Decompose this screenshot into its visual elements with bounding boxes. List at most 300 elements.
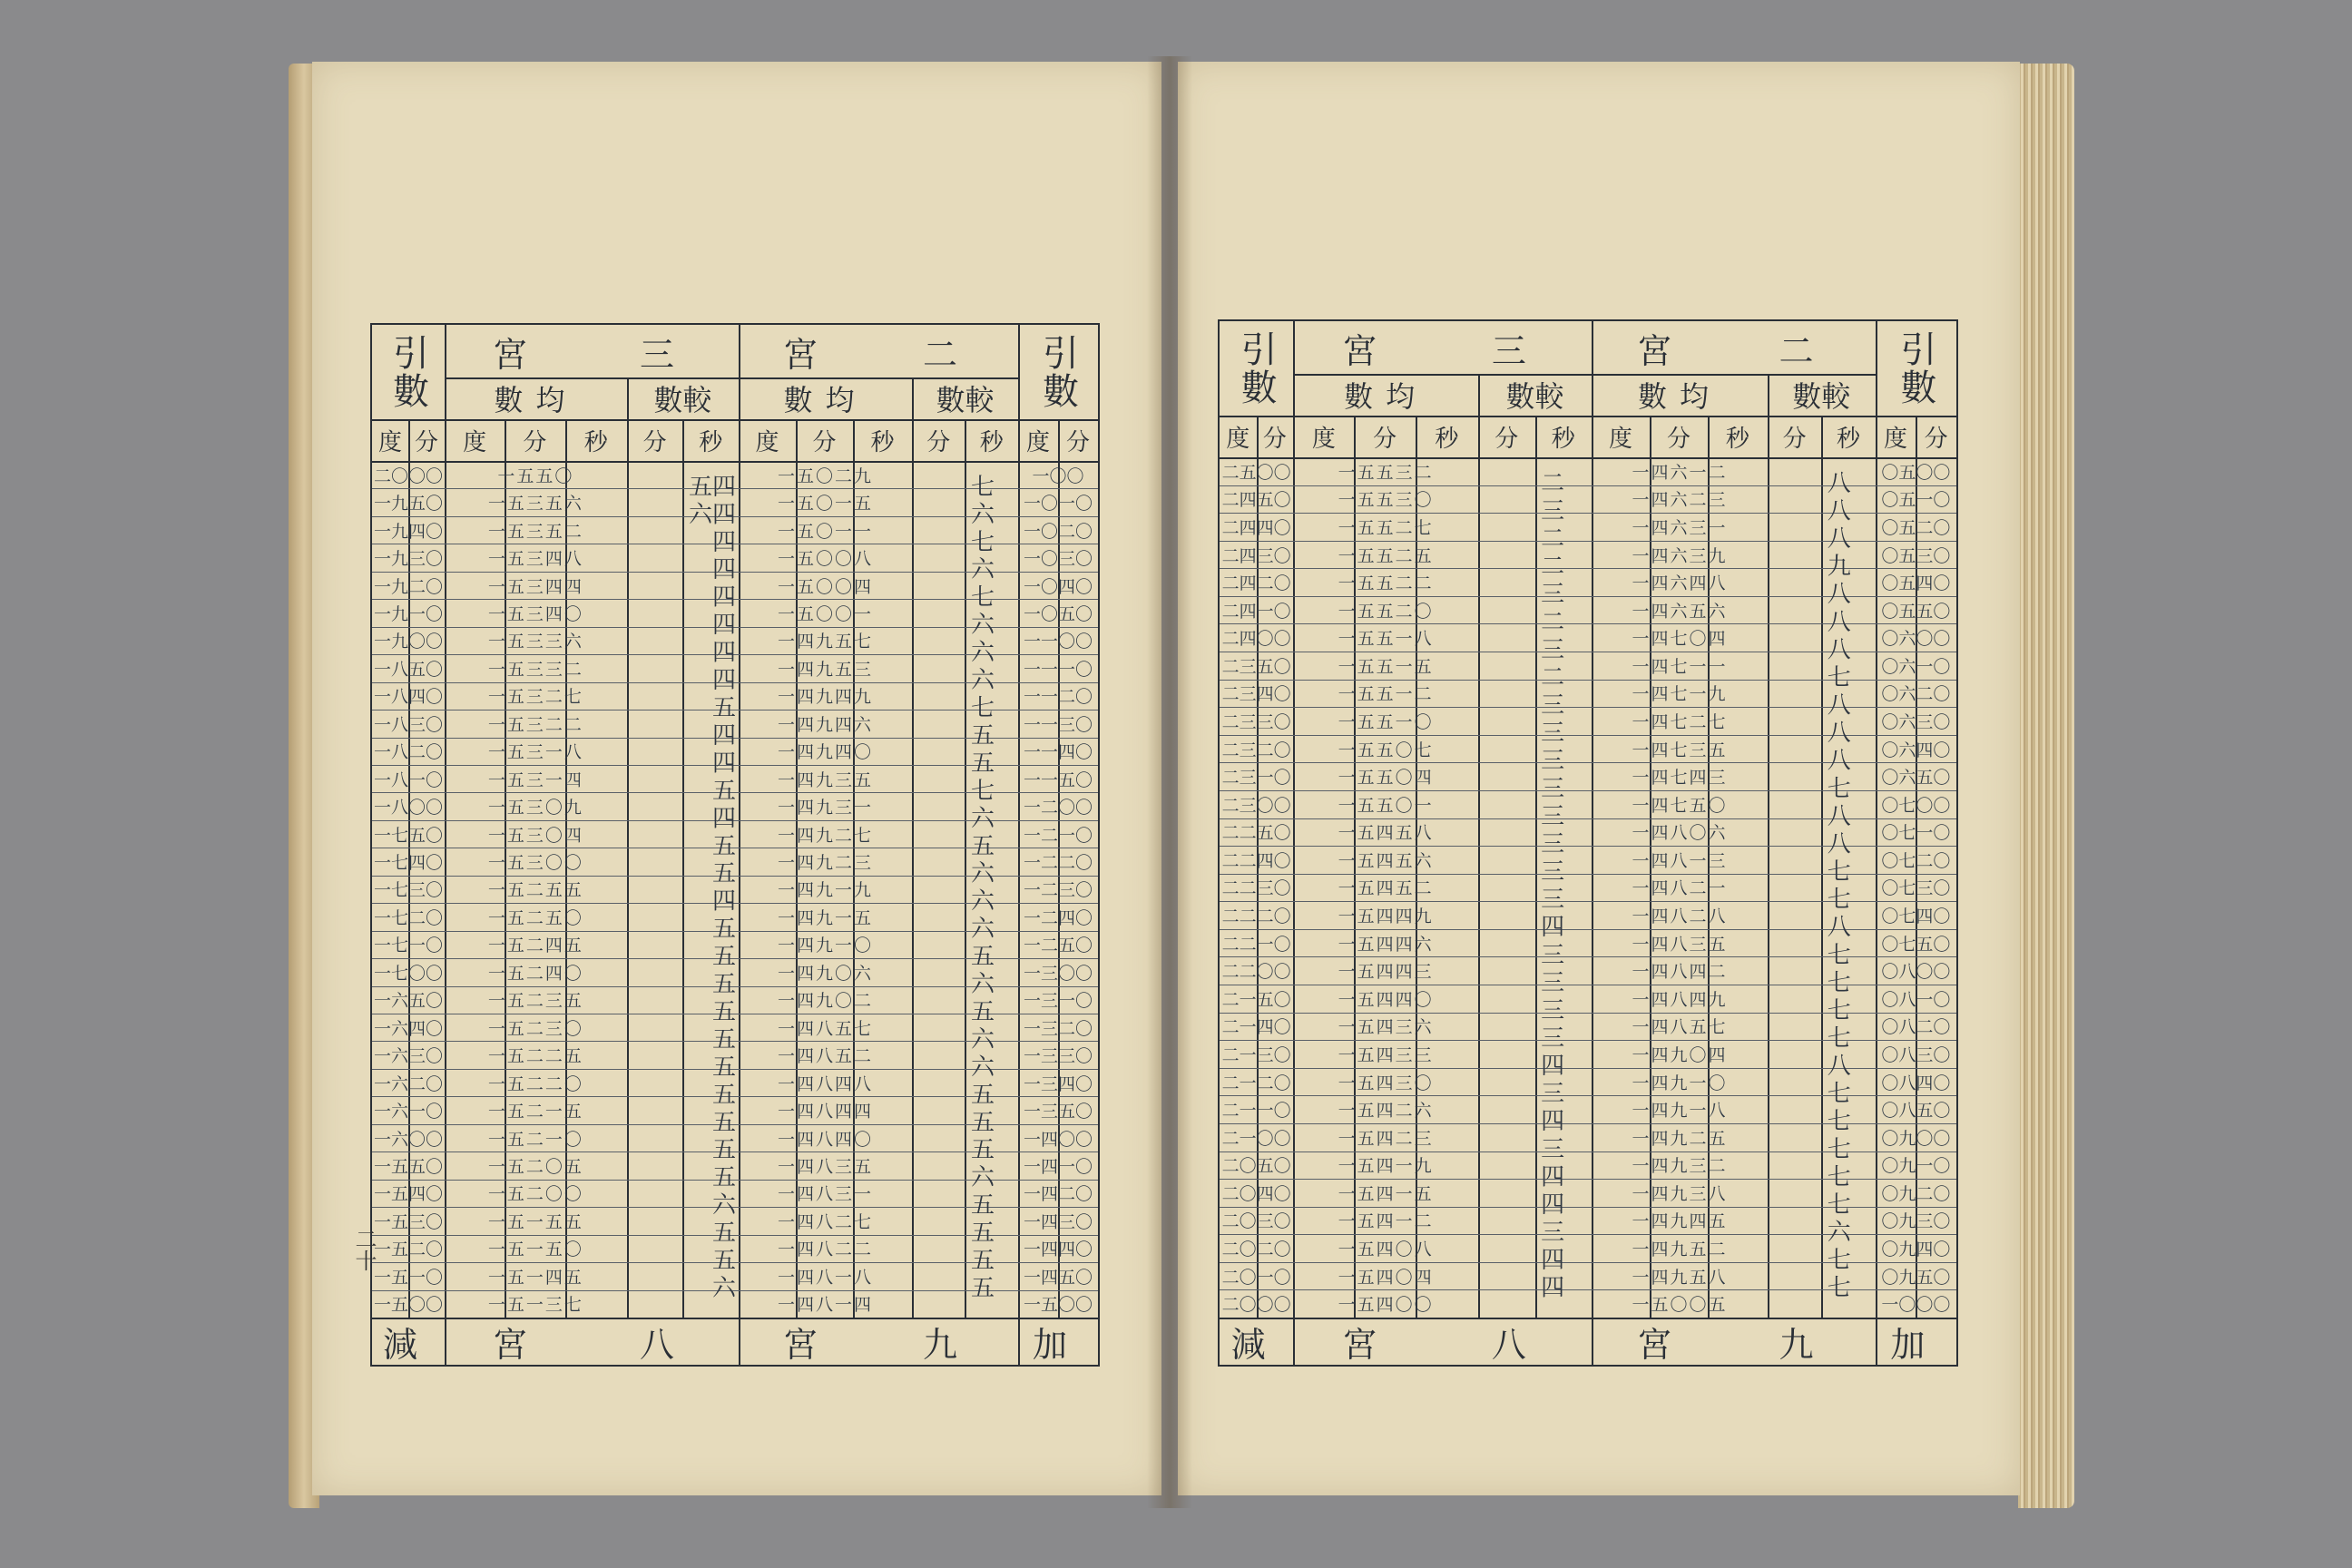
table-cell-argument: 〇五一〇: [1881, 490, 1951, 511]
table-cell-argument: 〇五三〇: [1881, 545, 1951, 566]
table-cell-argument: 二五〇〇: [1221, 462, 1291, 483]
add-label: 加: [1032, 1324, 1083, 1365]
argument-label: 引數: [1235, 330, 1278, 407]
table-cell-argument: 〇九五〇: [1881, 1267, 1951, 1288]
table-cell-argument: 一八三〇: [373, 714, 443, 735]
sign8-label: 八: [639, 1324, 691, 1365]
unit-label: 分: [523, 428, 547, 456]
table-cell-equation: 一五二二五: [487, 1046, 583, 1067]
table-cell-argument: 一六二〇: [373, 1073, 443, 1094]
table-cell-equation: 一五三一八: [487, 742, 583, 763]
argument-label-right: 引數: [1036, 334, 1079, 410]
table-cell-equation: 一四九三八: [1632, 1183, 1728, 1204]
table-cell-equation: 一五四五六: [1338, 850, 1434, 871]
table-cell-argument: 二一四〇: [1221, 1017, 1291, 1038]
difference-column: 八八八九八八八七八八八七八八七七八七七七七八七七七七七六七七: [1823, 470, 1851, 1303]
gong2-label: 宮: [1637, 330, 1689, 371]
table-cell-argument: 一五三〇: [373, 1211, 443, 1232]
table-cell-equation: 一五三二七: [487, 687, 583, 708]
table-cell-equation: 一四九三一: [777, 798, 873, 818]
table-cell-argument: 〇六二〇: [1881, 684, 1951, 705]
table-cell-equation: 一五四一五: [1338, 1183, 1434, 1204]
table-cell-argument: 二〇四〇: [1221, 1183, 1291, 1204]
table-cell-argument: 一一五〇: [1023, 769, 1093, 790]
table-cell-equation: 一五二四五: [487, 936, 583, 956]
table-cell-equation: 一四九一〇: [777, 936, 873, 956]
table-cell-equation: 一五二〇〇: [487, 1184, 583, 1205]
table-cell-argument: 二三〇〇: [1221, 795, 1291, 816]
unit-label: 分: [1666, 425, 1690, 453]
table-cell-equation: 一五三〇〇: [487, 853, 583, 874]
table-cell-equation: 一五三二二: [487, 714, 583, 735]
table-cell-argument: 二四五〇: [1221, 490, 1291, 511]
table-cell-equation: 一五四一九: [1338, 1156, 1434, 1177]
table-cell-equation: 一五五二七: [1338, 517, 1434, 538]
unit-label: 秒: [870, 428, 895, 456]
table-cell-argument: 二四〇〇: [1221, 629, 1291, 650]
unit-label: 秒: [979, 428, 1004, 456]
table-cell-equation: 一五三三六: [487, 632, 583, 652]
table-cell-equation: 一四八一四: [777, 1295, 873, 1316]
table-cell-argument: 〇六一〇: [1881, 656, 1951, 677]
table-cell-equation: 一五五一五: [1338, 656, 1434, 677]
open-book: [289, 56, 2074, 1508]
table-cell-equation: 一四七五〇: [1632, 795, 1728, 816]
gong3-label: 宮: [492, 334, 544, 375]
table-cell-argument: 一一二〇: [1023, 687, 1093, 708]
table-cell-argument: 二〇一〇: [1221, 1267, 1291, 1288]
unit-label: 秒: [1725, 425, 1749, 453]
table-cell-argument: 一七四〇: [373, 853, 443, 874]
table-cell-argument: 一五四〇: [373, 1184, 443, 1205]
table-cell-equation: 一四六四八: [1632, 573, 1728, 594]
table-cell-equation: 一四六三一: [1632, 517, 1728, 538]
unit-label: 秒: [1435, 425, 1459, 453]
table-cell-argument: 〇七四〇: [1881, 906, 1951, 927]
table-cell-equation: 一五二五五: [487, 880, 583, 901]
table-cell-equation: 一四九五八: [1632, 1267, 1728, 1288]
table-cell-argument: 〇七一〇: [1881, 823, 1951, 844]
table-cell-argument: 一〇〇〇: [1881, 1295, 1951, 1316]
table-cell-argument: 一四三〇: [1023, 1211, 1093, 1232]
table-cell-equation: 一五四五二: [1338, 878, 1434, 899]
table-cell-equation: 一四九一九: [777, 880, 873, 901]
table-cell-argument: 二四二〇: [1221, 573, 1291, 594]
add-label: 加: [1890, 1324, 1942, 1365]
subtract-label: 減: [382, 1324, 434, 1365]
table-cell-argument: 一九三〇: [373, 549, 443, 570]
table-cell-equation: 一四九〇六: [777, 963, 873, 984]
table-cell-argument: 一六三〇: [373, 1046, 443, 1067]
table-cell-equation: 一五二三五: [487, 991, 583, 1012]
table-cell-equation: 一四九一五: [777, 907, 873, 928]
difference-label: 數較: [1505, 379, 1564, 414]
unit-label: 秒: [1551, 425, 1575, 453]
table-cell-argument: 一九二〇: [373, 576, 443, 597]
table-cell-argument: 〇七三〇: [1881, 878, 1951, 899]
argument-label: 引數: [387, 334, 429, 410]
table-cell-equation: 一四八二七: [777, 1211, 873, 1232]
table-cell-equation: 一五四二三: [1338, 1128, 1434, 1149]
table-cell-equation: 一五三四四: [487, 576, 583, 597]
table-cell-equation: 一五一五〇: [487, 1240, 583, 1260]
unit-label: 分: [414, 428, 438, 456]
table-cell-argument: 一一四〇: [1023, 742, 1093, 763]
table-cell-argument: 二一五〇: [1221, 989, 1291, 1010]
sign3-label: 三: [639, 334, 691, 375]
table-cell-argument: 一七〇〇: [373, 963, 443, 984]
table-cell-equation: 一五五二〇: [1338, 601, 1434, 622]
sign8-label: 八: [1491, 1324, 1543, 1365]
gong8-label: 宮: [492, 1324, 544, 1365]
table-cell-argument: 一八一〇: [373, 769, 443, 790]
table-cell-argument: 一七三〇: [373, 880, 443, 901]
unit-label: 度: [377, 428, 402, 456]
table-cell-argument: 二〇三〇: [1221, 1211, 1291, 1232]
unit-label: 分: [642, 428, 667, 456]
left-table: [370, 323, 1100, 1367]
table-cell-equation: 一五四〇〇: [1338, 1295, 1434, 1316]
difference-column: 四四四四四四四四五四四五四五五四五五五五五五五五五五六五五六五六: [684, 474, 736, 1303]
table-cell-argument: 一三〇〇: [1023, 963, 1093, 984]
unit-label: 分: [1065, 428, 1090, 456]
table-cell-equation: 一四八二一: [1632, 878, 1728, 899]
table-cell-argument: 一四〇〇: [1023, 1129, 1093, 1150]
table-cell-equation: 一五五三〇: [1338, 490, 1434, 511]
table-cell-equation: 一五五〇一: [1338, 795, 1434, 816]
table-cell-equation: 一四七三五: [1632, 740, 1728, 760]
table-cell-equation: 一四九二五: [1632, 1128, 1728, 1149]
table-cell-argument: 二四一〇: [1221, 601, 1291, 622]
table-cell-equation: 一四九二七: [777, 825, 873, 846]
table-cell-argument: 一〇三〇: [1023, 549, 1093, 570]
table-cell-argument: 一九一〇: [373, 603, 443, 624]
table-cell-argument: 一五一〇: [373, 1267, 443, 1288]
table-cell-equation: 一五〇〇一: [777, 603, 873, 624]
table-cell-equation: 一四八四〇: [777, 1129, 873, 1150]
table-cell-equation: 一四八五七: [777, 1018, 873, 1039]
table-cell-equation: 一五四〇八: [1338, 1240, 1434, 1260]
table-cell-equation: 一四八二二: [777, 1240, 873, 1260]
table-cell-equation: 一四七一九: [1632, 684, 1728, 705]
difference-column: 七六七六七六六六七五五七六五六六六五六五六六五五五六五五五五: [966, 474, 995, 1303]
gong3-label: 宮: [1342, 330, 1394, 371]
equation-label: 數均: [1344, 379, 1428, 414]
table-cell-argument: 二〇〇〇: [373, 466, 443, 486]
table-cell-equation: 一五三五二: [487, 521, 583, 542]
table-cell-equation: 一四九二三: [777, 853, 873, 874]
unit-label: 分: [1494, 425, 1519, 453]
table-cell-equation: 一五二〇五: [487, 1157, 583, 1177]
table-cell-argument: 一七一〇: [373, 936, 443, 956]
table-cell-argument: 一三三〇: [1023, 1046, 1093, 1067]
table-cell-argument: 一四一〇: [1023, 1157, 1093, 1177]
gong9-label: 宮: [1637, 1324, 1689, 1365]
table-cell-equation: 一四八五七: [1632, 1017, 1728, 1038]
table-cell-argument: 〇八一〇: [1881, 989, 1951, 1010]
table-cell-equation: 一五四三〇: [1338, 1073, 1434, 1093]
table-cell-equation: 一五三三二: [487, 659, 583, 680]
table-cell-equation: 一五五〇四: [1338, 768, 1434, 789]
table-cell-equation: 一四九三二: [1632, 1156, 1728, 1177]
equation-label: 數均: [494, 383, 578, 417]
unit-label: 度: [1226, 425, 1250, 453]
table-cell-equation: 一五五二二: [1338, 573, 1434, 594]
table-cell-equation: 一五〇一一: [777, 521, 873, 542]
table-cell-equation: 一四八二八: [1632, 906, 1728, 927]
unit-label: 度: [1883, 425, 1907, 453]
table-cell-equation: 一四九三五: [777, 769, 873, 790]
table-cell-equation: 一四八四八: [777, 1073, 873, 1094]
table-cell-argument: 一五〇〇: [1023, 1295, 1093, 1316]
table-cell-equation: 一五五〇七: [1338, 740, 1434, 760]
table-cell-equation: 一四八一三: [1632, 850, 1728, 871]
table-cell-equation: 一五二一〇: [487, 1129, 583, 1150]
table-cell-argument: 一八二〇: [373, 742, 443, 763]
table-cell-argument: 一五二〇: [373, 1240, 443, 1260]
table-cell-argument: 一三四〇: [1023, 1073, 1093, 1094]
table-cell-equation: 一五四四六: [1338, 934, 1434, 955]
table-cell-equation: 一五二三〇: [487, 1018, 583, 1039]
table-cell-equation: 一五四三六: [1338, 1017, 1434, 1038]
table-cell-equation: 一五二一五: [487, 1102, 583, 1122]
table-cell-argument: 一九四〇: [373, 521, 443, 542]
table-cell-argument: 二三二〇: [1221, 740, 1291, 760]
table-cell-argument: 一六〇〇: [373, 1129, 443, 1150]
table-cell-argument: 〇五四〇: [1881, 573, 1951, 594]
table-cell-argument: 一七二〇: [373, 907, 443, 928]
table-cell-equation: 一五三〇九: [487, 798, 583, 818]
unit-label: 秒: [583, 428, 608, 456]
table-cell-equation: 一四九四五: [1632, 1211, 1728, 1232]
table-cell-argument: 一四四〇: [1023, 1240, 1093, 1260]
table-cell-equation: 一五四四〇: [1338, 989, 1434, 1010]
sign2-label: 二: [922, 334, 974, 375]
table-cell-equation: 一四九一八: [1632, 1101, 1728, 1122]
table-cell-argument: 〇九四〇: [1881, 1240, 1951, 1260]
table-cell-equation: 一五一五五: [487, 1211, 583, 1232]
table-cell-equation: 一五一三七: [487, 1295, 583, 1316]
table-cell-argument: 一三二〇: [1023, 1018, 1093, 1039]
table-cell-equation: 一五五三二: [1338, 462, 1434, 483]
table-cell-equation: 一五五一〇: [1338, 712, 1434, 732]
unit-label: 分: [1262, 425, 1287, 453]
table-cell-equation: 一五〇二九: [777, 466, 873, 486]
table-cell-equation: 一四九四〇: [777, 742, 873, 763]
table-cell-equation: 一五四五八: [1338, 823, 1434, 844]
table-cell-argument: 二三五〇: [1221, 656, 1291, 677]
table-cell-equation: 一五五〇: [497, 466, 574, 486]
table-cell-argument: 〇七二〇: [1881, 850, 1951, 871]
table-cell-equation: 一五四三三: [1338, 1044, 1434, 1065]
unit-label: 分: [1924, 425, 1948, 453]
table-cell-argument: 二二〇〇: [1221, 962, 1291, 983]
table-cell-argument: 〇五二〇: [1881, 517, 1951, 538]
table-cell-argument: 〇九一〇: [1881, 1156, 1951, 1177]
table-cell-argument: 二三三〇: [1221, 712, 1291, 732]
table-cell-equation: 一四八〇六: [1632, 823, 1728, 844]
table-cell-equation: 一四八一八: [777, 1267, 873, 1288]
unit-label: 分: [1373, 425, 1397, 453]
table-cell-argument: 一六一〇: [373, 1102, 443, 1122]
table-cell-equation: 一四六三九: [1632, 545, 1728, 566]
table-cell-argument: 一四五〇: [1023, 1267, 1093, 1288]
table-cell-argument: 〇六五〇: [1881, 768, 1951, 789]
gong8-label: 宮: [1342, 1324, 1394, 1365]
table-rule: [682, 419, 684, 1318]
sign3-label: 三: [1491, 330, 1543, 371]
gong9-label: 宮: [782, 1324, 834, 1365]
table-cell-argument: 一二一〇: [1023, 825, 1093, 846]
table-cell-equation: 一五〇〇四: [777, 576, 873, 597]
table-cell-equation: 一四六五六: [1632, 601, 1728, 622]
table-cell-equation: 一四九五三: [777, 659, 873, 680]
table-cell-argument: 一〇一〇: [1023, 494, 1093, 514]
table-cell-equation: 一四九四九: [777, 687, 873, 708]
table-cell-equation: 一四八三五: [1632, 934, 1728, 955]
unit-label: 分: [812, 428, 837, 456]
table-cell-argument: 一八五〇: [373, 659, 443, 680]
table-cell-equation: 一五三一四: [487, 769, 583, 790]
table-cell-argument: 〇九二〇: [1881, 1183, 1951, 1204]
table-cell-equation: 一五二二〇: [487, 1073, 583, 1094]
subtract-label: 減: [1230, 1324, 1282, 1365]
table-cell-argument: 二〇〇〇: [1221, 1295, 1291, 1316]
table-cell-equation: 一四八五二: [777, 1046, 873, 1067]
table-cell-equation: 一四六二三: [1632, 490, 1728, 511]
unit-label: 度: [1025, 428, 1050, 456]
table-cell-argument: 〇六四〇: [1881, 740, 1951, 760]
table-cell-equation: 一四七一一: [1632, 656, 1728, 677]
equation-label: 數均: [783, 383, 867, 417]
table-cell-equation: 一五四四三: [1338, 962, 1434, 983]
table-cell-argument: 一六五〇: [373, 991, 443, 1012]
table-cell-argument: 二〇二〇: [1221, 1240, 1291, 1260]
table-cell-equation: 一四八四九: [1632, 989, 1728, 1010]
table-cell-argument: 〇八三〇: [1881, 1044, 1951, 1065]
table-cell-argument: 二三一〇: [1221, 768, 1291, 789]
table-cell-argument: 〇八四〇: [1881, 1073, 1951, 1093]
table-cell-argument: 一〇四〇: [1023, 576, 1093, 597]
table-cell-argument: 一二二〇: [1023, 853, 1093, 874]
right-table: [1218, 319, 1958, 1367]
table-cell-equation: 一五一四五: [487, 1267, 583, 1288]
table-cell-argument: 〇八五〇: [1881, 1101, 1951, 1122]
table-cell-equation: 一五五一二: [1338, 684, 1434, 705]
table-cell-equation: 一五四二六: [1338, 1101, 1434, 1122]
table-cell-equation: 一四九五二: [1632, 1240, 1728, 1260]
table-cell-argument: 〇九三〇: [1881, 1211, 1951, 1232]
right-page: [1178, 62, 2020, 1495]
table-cell-argument: 一八〇〇: [373, 798, 443, 818]
table-cell-argument: 一一三〇: [1023, 714, 1093, 735]
table-cell-argument: 二二三〇: [1221, 878, 1291, 899]
difference-label: 數較: [936, 383, 995, 417]
difference-label: 數較: [1792, 379, 1851, 414]
page-number: 二十: [351, 1228, 377, 1271]
table-cell-equation: 一四八四二: [1632, 962, 1728, 983]
table-cell-argument: 二一一〇: [1221, 1101, 1291, 1122]
table-cell-argument: 一四二〇: [1023, 1184, 1093, 1205]
table-cell-argument: 一六四〇: [373, 1018, 443, 1039]
table-cell-equation: 一四七四三: [1632, 768, 1728, 789]
table-cell-argument: 二一〇〇: [1221, 1128, 1291, 1149]
table-cell-argument: 二二二〇: [1221, 906, 1291, 927]
table-cell-argument: 〇七〇〇: [1881, 795, 1951, 816]
unit-label: 度: [1609, 425, 1633, 453]
table-cell-argument: 一〇〇: [1032, 466, 1084, 486]
left-page: [312, 62, 1161, 1495]
table-cell-equation: 一五〇〇八: [777, 549, 873, 570]
table-cell-argument: 一三一〇: [1023, 991, 1093, 1012]
table-cell-argument: 〇六三〇: [1881, 712, 1951, 732]
table-cell-argument: 一〇二〇: [1023, 521, 1093, 542]
table-cell-equation: 一五二五〇: [487, 907, 583, 928]
unit-label: 秒: [699, 428, 723, 456]
table-cell-equation: 一四八三一: [777, 1184, 873, 1205]
table-cell-equation: 一四九四六: [777, 714, 873, 735]
table-cell-argument: 〇六〇〇: [1881, 629, 1951, 650]
table-cell-argument: 二二五〇: [1221, 823, 1291, 844]
table-cell-argument: 一五〇〇: [373, 1295, 443, 1316]
table-cell-argument: 一九〇〇: [373, 632, 443, 652]
table-cell-equation: 一五三四〇: [487, 603, 583, 624]
table-cell-equation: 一四七二七: [1632, 712, 1728, 732]
equation-label: 數均: [1637, 379, 1721, 414]
difference-column: 二三二二三二三二三三三三三三三三四三三三三四三四三四四三四四: [1536, 470, 1564, 1303]
table-cell-argument: 一八四〇: [373, 687, 443, 708]
table-cell-equation: 一五〇〇五: [1632, 1295, 1728, 1316]
book-edge-right: [2018, 64, 2074, 1508]
unit-label: 度: [1311, 425, 1336, 453]
sign2-label: 二: [1779, 330, 1830, 371]
table-cell-argument: 一一一〇: [1023, 659, 1093, 680]
table-cell-equation: 一四九五七: [777, 632, 873, 652]
table-cell-equation: 一四八三五: [777, 1157, 873, 1177]
table-cell-argument: 〇七五〇: [1881, 934, 1951, 955]
table-cell-argument: 一九五〇: [373, 494, 443, 514]
table-cell-equation: 一五四四九: [1338, 906, 1434, 927]
table-cell-equation: 一五三五六: [487, 494, 583, 514]
table-cell-equation: 一五三〇四: [487, 825, 583, 846]
table-cell-equation: 一四八四四: [777, 1102, 873, 1122]
table-cell-argument: 一五五〇: [373, 1157, 443, 1177]
table-cell-argument: 一一〇〇: [1023, 632, 1093, 652]
difference-label: 數較: [653, 383, 712, 417]
table-cell-argument: 一〇五〇: [1023, 603, 1093, 624]
table-cell-argument: 二一二〇: [1221, 1073, 1291, 1093]
table-cell-argument: 二四四〇: [1221, 517, 1291, 538]
table-cell-argument: 一七五〇: [373, 825, 443, 846]
table-cell-argument: 一二四〇: [1023, 907, 1093, 928]
unit-label: 度: [463, 428, 487, 456]
table-cell-argument: 一二五〇: [1023, 936, 1093, 956]
sign9-label: 九: [1779, 1324, 1830, 1365]
table-cell-equation: 一五三四八: [487, 549, 583, 570]
table-cell-equation: 一五五二五: [1338, 545, 1434, 566]
table-cell-argument: 一二〇〇: [1023, 798, 1093, 818]
table-cell-equation: 一四六一二: [1632, 462, 1728, 483]
table-cell-equation: 一五四〇四: [1338, 1267, 1434, 1288]
unit-label: 度: [755, 428, 779, 456]
table-cell-argument: 二四三〇: [1221, 545, 1291, 566]
table-cell-equation: 一四九一〇: [1632, 1073, 1728, 1093]
sign9-label: 九: [922, 1324, 974, 1365]
table-cell-equation: 一五四一二: [1338, 1211, 1434, 1232]
argument-label-right: 引數: [1894, 330, 1936, 407]
table-cell-argument: 〇九〇〇: [1881, 1128, 1951, 1149]
table-cell-equation: 一四七〇四: [1632, 629, 1728, 650]
